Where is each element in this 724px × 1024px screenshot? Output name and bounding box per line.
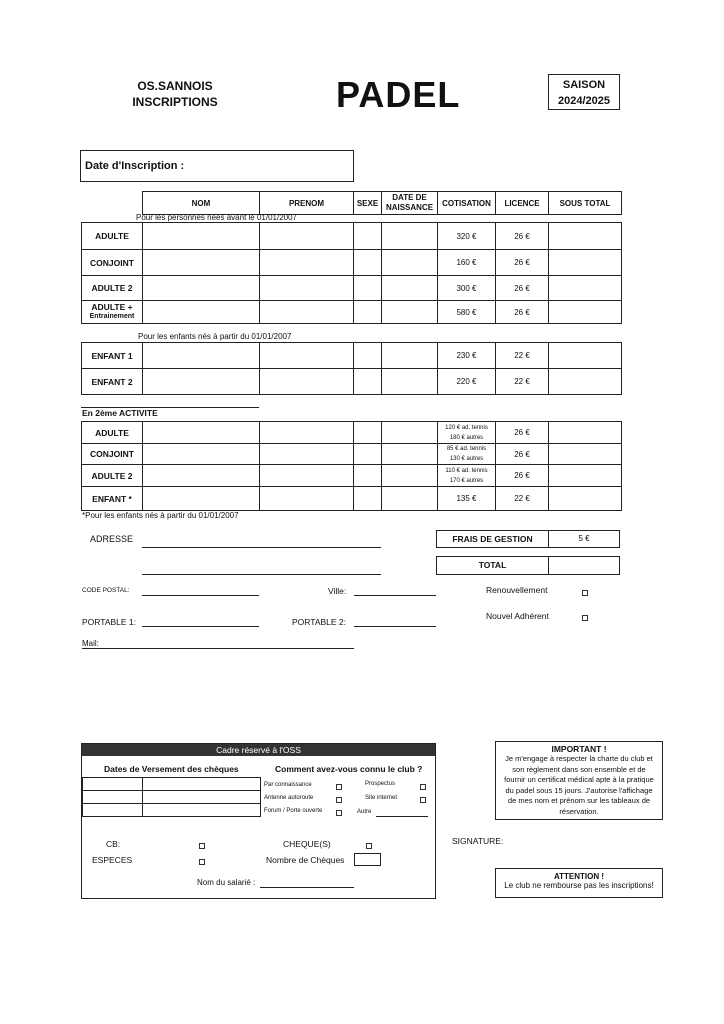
licence-cell: 26 €	[496, 422, 549, 444]
naissance-cell[interactable]	[382, 422, 438, 444]
sous-total-cell[interactable]	[549, 487, 622, 511]
licence-cell: 26 €	[496, 276, 549, 301]
cotisation-line-2: 180 € autres	[449, 434, 484, 441]
portable1-label: PORTABLE 1:	[82, 617, 137, 627]
season-years: 2024/2025	[558, 95, 610, 107]
total-value-field[interactable]	[549, 557, 619, 574]
cotisation-cell	[438, 422, 496, 444]
option-forum: Forum / Porte ouverte	[264, 808, 323, 814]
table-row	[82, 422, 622, 444]
sexe-cell[interactable]	[354, 444, 382, 465]
adresse-label: ADRESSE	[90, 534, 134, 544]
nom-cell[interactable]	[143, 223, 260, 250]
season-box	[548, 74, 620, 110]
renouvellement-label: Renouvellement	[486, 585, 548, 595]
signature-label: SIGNATURE:	[452, 836, 504, 846]
nom-cell[interactable]	[143, 422, 260, 444]
cotisation-cell	[438, 444, 496, 465]
important-title: IMPORTANT !	[551, 744, 607, 754]
frais-box	[436, 530, 620, 548]
cheque-date-cell[interactable]	[83, 804, 143, 817]
mail-label: Mail:	[82, 639, 99, 648]
nouvel-adherent-checkbox[interactable]	[582, 615, 588, 621]
children-table	[81, 342, 622, 395]
cheques-checkbox[interactable]	[366, 843, 372, 849]
adresse-line-2[interactable]	[142, 574, 381, 575]
frais-label: FRAIS DE GESTION	[437, 531, 549, 547]
prenom-cell[interactable]	[260, 250, 354, 276]
mail-line[interactable]	[82, 648, 354, 649]
table-row	[82, 223, 622, 250]
oss-banner: Cadre réservé à l'OSS	[82, 744, 435, 756]
attention-box	[495, 868, 663, 898]
cotisation-cell: 580 €	[438, 301, 496, 324]
naissance-cell[interactable]	[382, 301, 438, 324]
inscriptions-label: INSCRIPTIONS	[132, 95, 218, 109]
naissance-cell[interactable]	[382, 444, 438, 465]
row-label-main: ADULTE +	[91, 302, 133, 312]
row-label	[82, 301, 143, 324]
par-connaissance-checkbox[interactable]	[336, 784, 342, 790]
naissance-cell[interactable]	[382, 250, 438, 276]
naissance-cell[interactable]	[382, 369, 438, 395]
code-postal-line[interactable]	[142, 595, 259, 596]
prenom-cell[interactable]	[260, 487, 354, 511]
ville-label: Ville:	[328, 586, 347, 596]
sous-total-cell[interactable]	[549, 369, 622, 395]
nom-cell[interactable]	[143, 276, 260, 301]
licence-cell: 22 €	[496, 369, 549, 395]
portable2-line[interactable]	[354, 626, 436, 627]
option-par-connaissance: Par connaissance	[264, 782, 312, 788]
row-label-sub: Entrainement	[89, 313, 135, 320]
naissance-cell[interactable]	[382, 343, 438, 369]
cotisation-cell: 135 €	[438, 487, 496, 511]
prospectus-checkbox[interactable]	[420, 784, 426, 790]
dates-versement-title: Dates de Versement des chèques	[104, 764, 239, 774]
total-label: TOTAL	[437, 557, 549, 574]
option-antenne: Antenne autoroute	[264, 795, 314, 801]
cotisation-cell: 320 €	[438, 223, 496, 250]
note-star: *Pour les enfants nés à partir du 01/01/2007	[82, 511, 239, 520]
licence-cell: 26 €	[496, 301, 549, 324]
attention-text: Le club ne rembourse pas les inscriptions!	[504, 881, 654, 890]
row-label: CONJOINT	[82, 250, 143, 276]
table-row	[82, 301, 622, 324]
season-label: SAISON	[562, 79, 606, 91]
sous-total-cell[interactable]	[549, 444, 622, 465]
prenom-cell[interactable]	[260, 223, 354, 250]
cotisation-line-1: 85 € ad. tennis	[446, 446, 487, 452]
frais-value: 5 €	[578, 534, 590, 543]
sous-total-cell[interactable]	[549, 223, 622, 250]
licence-cell: 22 €	[496, 343, 549, 369]
table-row	[82, 487, 622, 511]
nom-cell[interactable]	[143, 301, 260, 324]
cheque-date-cell[interactable]	[143, 778, 261, 791]
sous-total-cell[interactable]	[549, 422, 622, 444]
option-autre: Autre	[357, 809, 372, 815]
licence-cell: 26 €	[496, 250, 549, 276]
total-box	[436, 556, 620, 575]
prenom-cell[interactable]	[260, 301, 354, 324]
table-header	[142, 191, 622, 215]
sexe-cell[interactable]	[354, 223, 382, 250]
nom-cell[interactable]	[143, 465, 260, 487]
sous-total-cell[interactable]	[549, 343, 622, 369]
row-label: ADULTE 2	[82, 465, 143, 487]
prenom-cell[interactable]	[260, 369, 354, 395]
cotisation-cell	[438, 465, 496, 487]
cheque-date-cell[interactable]	[143, 791, 261, 804]
cotisation-line-1: 110 € ad. tennis	[445, 467, 488, 474]
cotisation-cell: 160 €	[438, 250, 496, 276]
nom-cell[interactable]	[143, 369, 260, 395]
note-adults: Pour les personnes nées avant le 01/01/2007	[136, 213, 298, 222]
cheque-date-cell[interactable]	[83, 778, 143, 791]
salarie-line[interactable]	[260, 887, 354, 888]
ville-line[interactable]	[354, 595, 436, 596]
header-cotisation: COTISATION	[438, 192, 496, 215]
nb-cheques-label: Nombre de Chèques	[266, 855, 345, 865]
important-box	[495, 741, 663, 820]
option-site-internet: Site internet	[365, 795, 398, 801]
club-header	[120, 78, 230, 110]
sexe-cell[interactable]	[354, 276, 382, 301]
row-label: ENFANT 2	[82, 369, 143, 395]
sexe-cell[interactable]	[354, 487, 382, 511]
licence-cell: 26 €	[496, 223, 549, 250]
licence-cell: 22 €	[496, 487, 549, 511]
cotisation-cell: 300 €	[438, 276, 496, 301]
header-prenom: PRENOM	[260, 192, 354, 215]
table-row	[82, 369, 622, 395]
cotisation-cell: 220 €	[438, 369, 496, 395]
header-naissance: DATE DE NAISSANCE	[382, 192, 438, 215]
cotisation-line-2: 170 € autres	[449, 477, 484, 484]
sexe-cell[interactable]	[354, 250, 382, 276]
sexe-cell[interactable]	[354, 343, 382, 369]
sous-total-cell[interactable]	[549, 250, 622, 276]
cb-label: CB:	[106, 839, 121, 849]
portable2-label: PORTABLE 2:	[292, 617, 347, 627]
second-activity-table	[81, 421, 622, 511]
nb-cheques-field[interactable]	[354, 853, 381, 866]
table-row	[82, 444, 622, 465]
adresse-line-1[interactable]	[142, 547, 381, 548]
table-row	[82, 276, 622, 301]
especes-checkbox[interactable]	[199, 859, 205, 865]
prenom-cell[interactable]	[260, 444, 354, 465]
forum-checkbox[interactable]	[336, 810, 342, 816]
note-children: Pour les enfants nés à partir du 01/01/2007	[138, 332, 292, 341]
row-label: ENFANT *	[82, 487, 143, 511]
date-inscription-box[interactable]	[80, 150, 354, 182]
nom-cell[interactable]	[143, 444, 260, 465]
cheque-date-cell[interactable]	[143, 804, 261, 817]
naissance-cell[interactable]	[382, 487, 438, 511]
club-name: OS.SANNOIS	[137, 79, 213, 93]
important-text: Je m'engage à respecter la charte du club et son règlement dans son ensemble et de fournir un certificat médical apte à la pratique du padel sous 15 jours. J'autorise l'affichage de mes nom et prénom sur les tableaux de réservation.	[504, 754, 654, 816]
row-label: ENFANT 1	[82, 343, 143, 369]
sous-total-cell[interactable]	[549, 465, 622, 487]
table-row	[82, 250, 622, 276]
attention-title: ATTENTION !	[553, 872, 605, 881]
antenne-checkbox[interactable]	[336, 797, 342, 803]
nom-cell[interactable]	[143, 250, 260, 276]
especes-label: ESPECES	[92, 855, 133, 865]
prenom-cell[interactable]	[260, 465, 354, 487]
licence-cell: 26 €	[496, 465, 549, 487]
sexe-cell[interactable]	[354, 301, 382, 324]
header-sexe: SEXE	[354, 192, 382, 215]
sexe-cell[interactable]	[354, 422, 382, 444]
adults-table	[81, 222, 622, 324]
cotisation-line-1: 120 € ad. tennis	[445, 424, 488, 431]
cheques-label: CHEQUE(S)	[283, 839, 331, 849]
cheques-dates-table	[82, 777, 261, 817]
naissance-cell[interactable]	[382, 223, 438, 250]
nom-cell[interactable]	[143, 343, 260, 369]
row-label: ADULTE	[82, 422, 143, 444]
naissance-cell[interactable]	[382, 276, 438, 301]
cb-checkbox[interactable]	[199, 843, 205, 849]
cotisation-cell: 230 €	[438, 343, 496, 369]
oss-box	[81, 743, 436, 899]
sous-total-cell[interactable]	[549, 301, 622, 324]
sexe-cell[interactable]	[354, 465, 382, 487]
row-label: ADULTE 2	[82, 276, 143, 301]
sexe-cell[interactable]	[354, 369, 382, 395]
row-label: CONJOINT	[82, 444, 143, 465]
date-inscription-label: Date d'Inscription :	[85, 160, 185, 172]
site-internet-checkbox[interactable]	[420, 797, 426, 803]
prenom-cell[interactable]	[260, 276, 354, 301]
row-label: ADULTE	[82, 223, 143, 250]
option-prospectus: Prospectus	[365, 781, 396, 787]
second-activity-title: En 2ème ACTIVITE	[82, 408, 158, 418]
table-row	[82, 465, 622, 487]
nom-cell[interactable]	[143, 487, 260, 511]
code-postal-label: CODE POSTAL:	[82, 587, 130, 594]
portable1-line[interactable]	[142, 626, 259, 627]
sous-total-cell[interactable]	[549, 276, 622, 301]
nouvel-adherent-label: Nouvel Adhérent	[486, 611, 549, 621]
second-activity-underline	[81, 400, 259, 408]
connu-club-title: Comment avez-vous connu le club ?	[275, 764, 423, 774]
cheque-date-cell[interactable]	[83, 791, 143, 804]
page-title: PADEL	[336, 74, 461, 115]
naissance-cell[interactable]	[382, 465, 438, 487]
salarie-label: Nom du salarié :	[197, 878, 256, 887]
table-row	[82, 343, 622, 369]
cotisation-line-2: 130 € autres	[449, 456, 484, 462]
header-licence: LICENCE	[496, 192, 549, 215]
header-nom: NOM	[143, 192, 260, 215]
licence-cell: 26 €	[496, 444, 549, 465]
prenom-cell[interactable]	[260, 422, 354, 444]
header-sous-total: SOUS TOTAL	[549, 192, 622, 215]
renouvellement-checkbox[interactable]	[582, 590, 588, 596]
prenom-cell[interactable]	[260, 343, 354, 369]
autre-line[interactable]	[376, 816, 428, 817]
